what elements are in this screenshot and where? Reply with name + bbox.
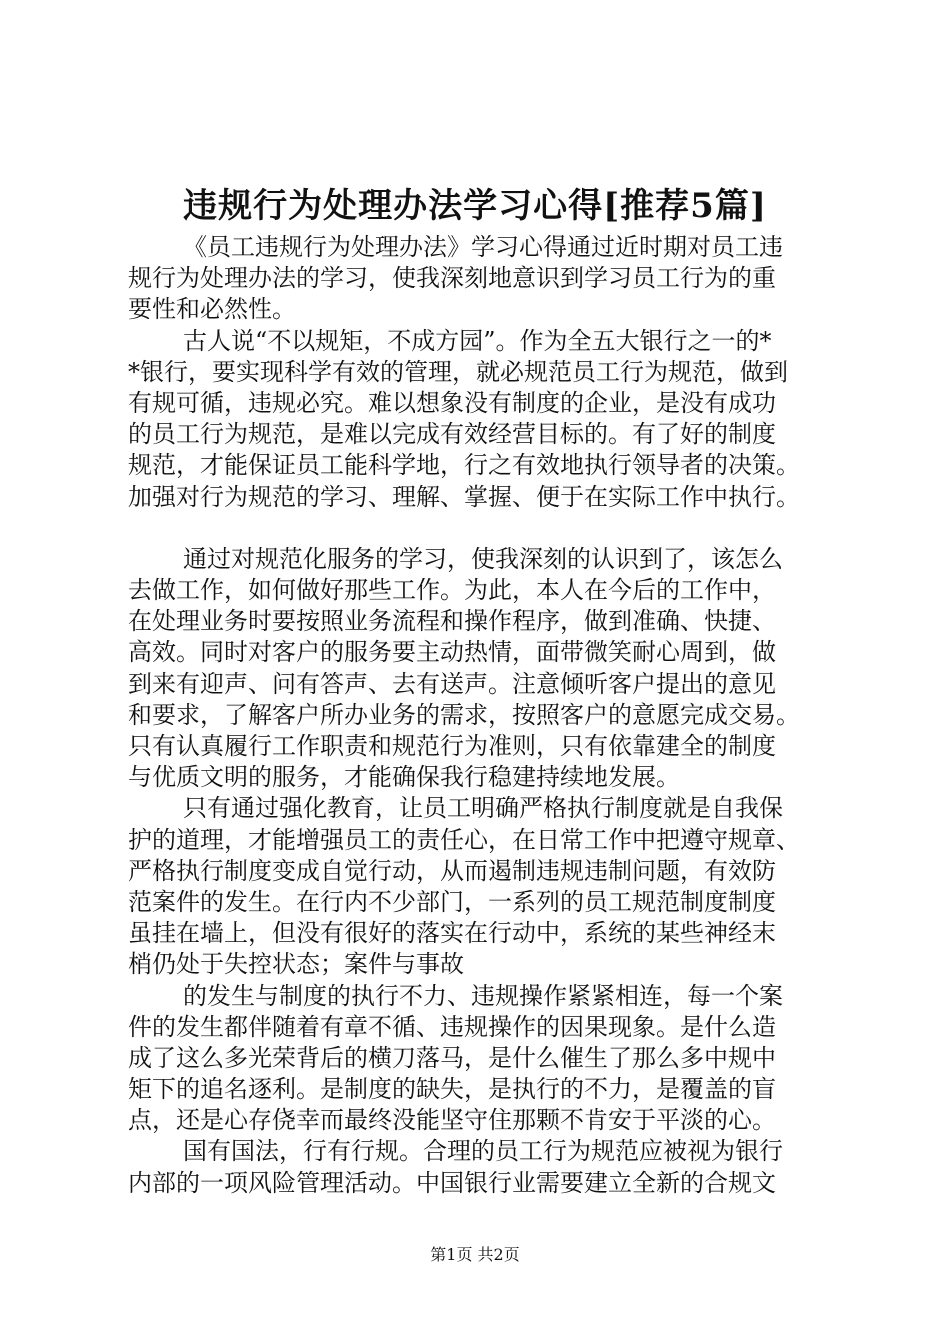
paragraph-gap — [128, 513, 850, 544]
text-line: 护的道理，才能增强员工的责任心，在日常工作中把遵守规章、 — [128, 825, 800, 854]
text-line: *银行，要实现科学有效的管理，就必规范员工行为规范，做到 — [128, 357, 788, 386]
text-line: 只有通过强化教育，让员工明确严格执行制度就是自我保 — [183, 794, 783, 823]
text-line: 矩下的追名逐利。是制度的缺失，是执行的不力，是覆盖的盲 — [128, 1075, 776, 1104]
text-line: 在处理业务时要按照业务流程和操作程序，做到准确、快捷、 — [128, 607, 776, 636]
text-line: 高效。同时对客户的服务要主动热情，面带微笑耐心周到，做 — [128, 638, 776, 667]
text-line: 内部的一项风险管理活动。中国银行业需要建立全新的合规文 — [128, 1168, 776, 1197]
document-body — [128, 232, 850, 1199]
text-line: 与优质文明的服务，才能确保我行稳建持续地发展。 — [128, 763, 680, 792]
text-line: 规范，才能保证员工能科学地，行之有效地执行领导者的决策。 — [128, 451, 800, 480]
text-line: 只有认真履行工作职责和规范行为准则，只有依靠建全的制度 — [128, 732, 776, 760]
text-line: 点，还是心存侥幸而最终没能坚守住那颗不肯安于平淡的心。 — [128, 1106, 776, 1135]
text-line: 要性和必然性。 — [128, 295, 296, 324]
text-line: 古人说“不以规矩，不成方园”。作为全五大银行之一的* — [183, 326, 772, 355]
text-line: 的员工行为规范，是难以完成有效经营目标的。有了好的制度 — [128, 420, 776, 449]
text-line: 加强对行为规范的学习、理解、掌握、便于在实际工作中执行。 — [128, 482, 800, 511]
text-line: 到来有迎声、问有答声、去有送声。注意倾听客户提出的意见 — [128, 669, 776, 698]
text-line: 通过对规范化服务的学习，使我深刻的认识到了，该怎么 — [183, 544, 783, 573]
text-line: 规行为处理办法的学习，使我深刻地意识到学习员工行为的重 — [128, 264, 776, 293]
text-line: 虽挂在墙上，但没有很好的落实在行动中，系统的某些神经末 — [128, 919, 776, 948]
text-line: 范案件的发生。在行内不少部门，一系列的员工规范制度制度 — [128, 887, 776, 916]
text-line: 有规可循，违规必究。难以想象没有制度的企业，是没有成功 — [128, 388, 776, 417]
text-line: 和要求，了解客户所办业务的需求，按照客户的意愿完成交易。 — [128, 700, 800, 729]
text-line: 国有国法，行有行规。合理的员工行为规范应被视为银行 — [183, 1137, 783, 1166]
text-line: 严格执行制度变成自觉行动，从而遏制违规违制问题，有效防 — [128, 856, 776, 885]
text-line: 件的发生都伴随着有章不循、违规操作的因果现象。是什么造 — [128, 1012, 776, 1041]
document-title: 违规行为处理办法学习心得[推荐5篇] — [183, 186, 767, 226]
page-number-footer: 第1页 共2页 — [430, 1245, 520, 1264]
text-line: 的发生与制度的执行不力、违规操作紧紧相连，每一个案 — [183, 981, 783, 1010]
text-line: 成了这么多光荣背后的横刀落马，是什么催生了那么多中规中 — [128, 1043, 776, 1072]
text-line: 去做工作，如何做好那些工作。为此，本人在今后的工作中， — [128, 576, 776, 605]
text-line: 梢仍处于失控状态；案件与事故 — [128, 950, 464, 979]
text-line: 《员工违规行为处理办法》学习心得通过近时期对员工违 — [183, 233, 783, 261]
